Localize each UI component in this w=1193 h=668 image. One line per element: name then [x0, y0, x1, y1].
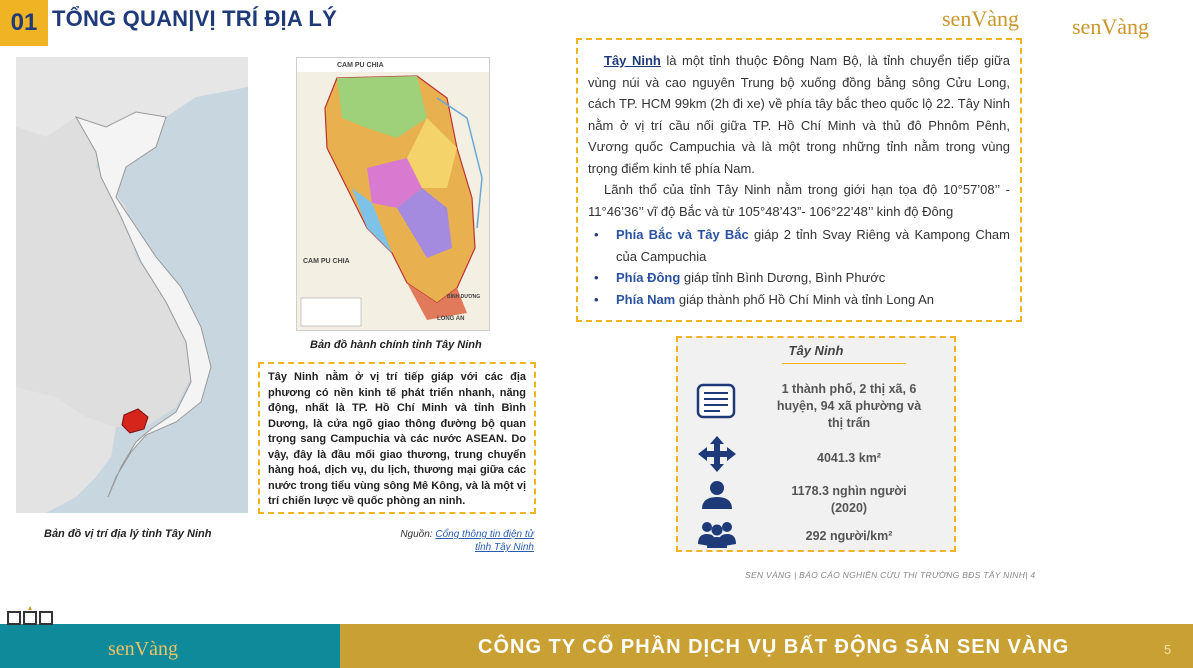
qr-code-icon: [4, 606, 56, 626]
footer-logo: senVàng: [108, 638, 178, 660]
section-number: 01: [0, 0, 48, 46]
intro-paragraph-1: [588, 50, 1010, 179]
source-label: Nguồn:: [400, 529, 433, 540]
intro-paragraph-2: Lãnh thổ của tỉnh Tây Ninh nằm trong giới hạn tọa độ 10°57’08’’ - 11°46’36’’ vĩ độ Bắc và từ 105°48’43”- 106°22’48’’ kinh độ Đông: [588, 182, 1010, 219]
province-map-caption: Bản đồ hành chính tỉnh Tây Ninh: [310, 339, 482, 351]
list-item: [594, 289, 1010, 311]
stat-population: 1178.3 nghìn người (2020): [791, 484, 907, 515]
list-item: [594, 224, 1010, 267]
company-name: CÔNG TY CỔ PHẦN DỊCH VỤ BẤT ĐỘNG SẢN SEN VÀNG: [478, 636, 1070, 658]
stats-title: Tây Ninh: [788, 343, 844, 358]
intro-text-1: là một tỉnh thuộc Đông Nam Bộ, là tỉnh chuyển tiếp giữa vùng núi và cao nguyên Trung bộ xuống đồng bằng sông Cửu Long, cách TP. HCM 99km (2h đi xe) về phía tây bắc theo quốc lộ 22. Tây Ninh nằm ở vị trí cầu nối giữa TP. Hồ Chí Minh và thủ đô Phnôm Pênh, Vương quốc Campuchia và là một trong những tỉnh nằm trong vùng trọng điểm kinh tế phía Nam.: [588, 53, 1010, 176]
bullet-label: Phía Đông: [616, 270, 681, 285]
vietnam-map-graphic: [16, 57, 248, 513]
person-icon: [698, 480, 736, 515]
vietnam-map-caption: Bản đồ vị trí địa lý tỉnh Tây Ninh: [44, 528, 212, 540]
source-note: [396, 528, 534, 554]
stats-divider: [782, 363, 906, 364]
map-label-left: CAM PU CHIA: [303, 258, 350, 265]
stat-area: 4041.3 km²: [817, 451, 881, 465]
report-footer-note: SEN VÀNG | BÁO CÁO NGHIÊN CỨU THỊ TRƯỜNG BĐS TÂY NINH| 4: [745, 570, 1036, 580]
source-link[interactable]: Cổng thông tin điện tử tỉnh Tây Ninh: [435, 529, 534, 553]
move-arrows-icon: [696, 436, 738, 477]
group-icon: [698, 520, 736, 553]
brand-logo: senVàng: [942, 6, 1019, 31]
vietnam-map: [16, 57, 248, 513]
list-item: [594, 267, 1010, 289]
page-title: TỔNG QUAN|VỊ TRÍ ĐỊA LÝ: [52, 6, 337, 31]
province-map-graphic: [297, 58, 489, 330]
border-list: [588, 224, 1010, 310]
province-name-link[interactable]: Tây Ninh: [604, 53, 661, 68]
page-number: 5: [1164, 642, 1172, 657]
province-map: [296, 57, 490, 331]
stat-density: 292 người/km²: [805, 529, 893, 543]
bullet-text: giáp thành phố Hồ Chí Minh và tỉnh Long An: [675, 291, 934, 307]
stat-admin-units: 1 thành phố, 2 thị xã, 6 huyện, 94 xã phường và thị trấn: [776, 382, 922, 430]
map-label-top: CAM PU CHIA: [337, 62, 384, 69]
intro-box: [576, 38, 1022, 322]
bullet-text: giáp 2 tỉnh Svay Riêng và Kampong Cham của Campuchia: [616, 227, 1010, 264]
footer-divider: [300, 624, 340, 668]
location-summary: Tây Ninh nằm ở vị trí tiếp giáp với các địa phương có nền kinh tế phát triển nhanh, năng động, nhất là TP. Hồ Chí Minh và tỉnh Bình Dương, là cửa ngõ giao thông đường bộ quan trọng sang Campuchia và các nước ASEAN. Do vậy, đây là đầu mối giao thương, trung chuyển hàng hoá, dịch vụ, du lịch, thương mại giữa các nước trong tiểu vùng sông Mê Kông, và là một vị trí chiến lược về quốc phòng an ninh.: [258, 362, 536, 514]
brand-logo-secondary: senVàng: [1072, 14, 1149, 39]
map-label-bottom: LONG AN: [437, 316, 465, 322]
bullet-label: Phía Bắc và Tây Bắc: [616, 227, 749, 242]
bullet-text: giáp tỉnh Bình Dương, Bình Phước: [680, 270, 886, 285]
document-icon: [696, 383, 736, 424]
bullet-label: Phía Nam: [616, 291, 676, 307]
map-label-right: BÌNH DƯƠNG: [447, 294, 481, 300]
